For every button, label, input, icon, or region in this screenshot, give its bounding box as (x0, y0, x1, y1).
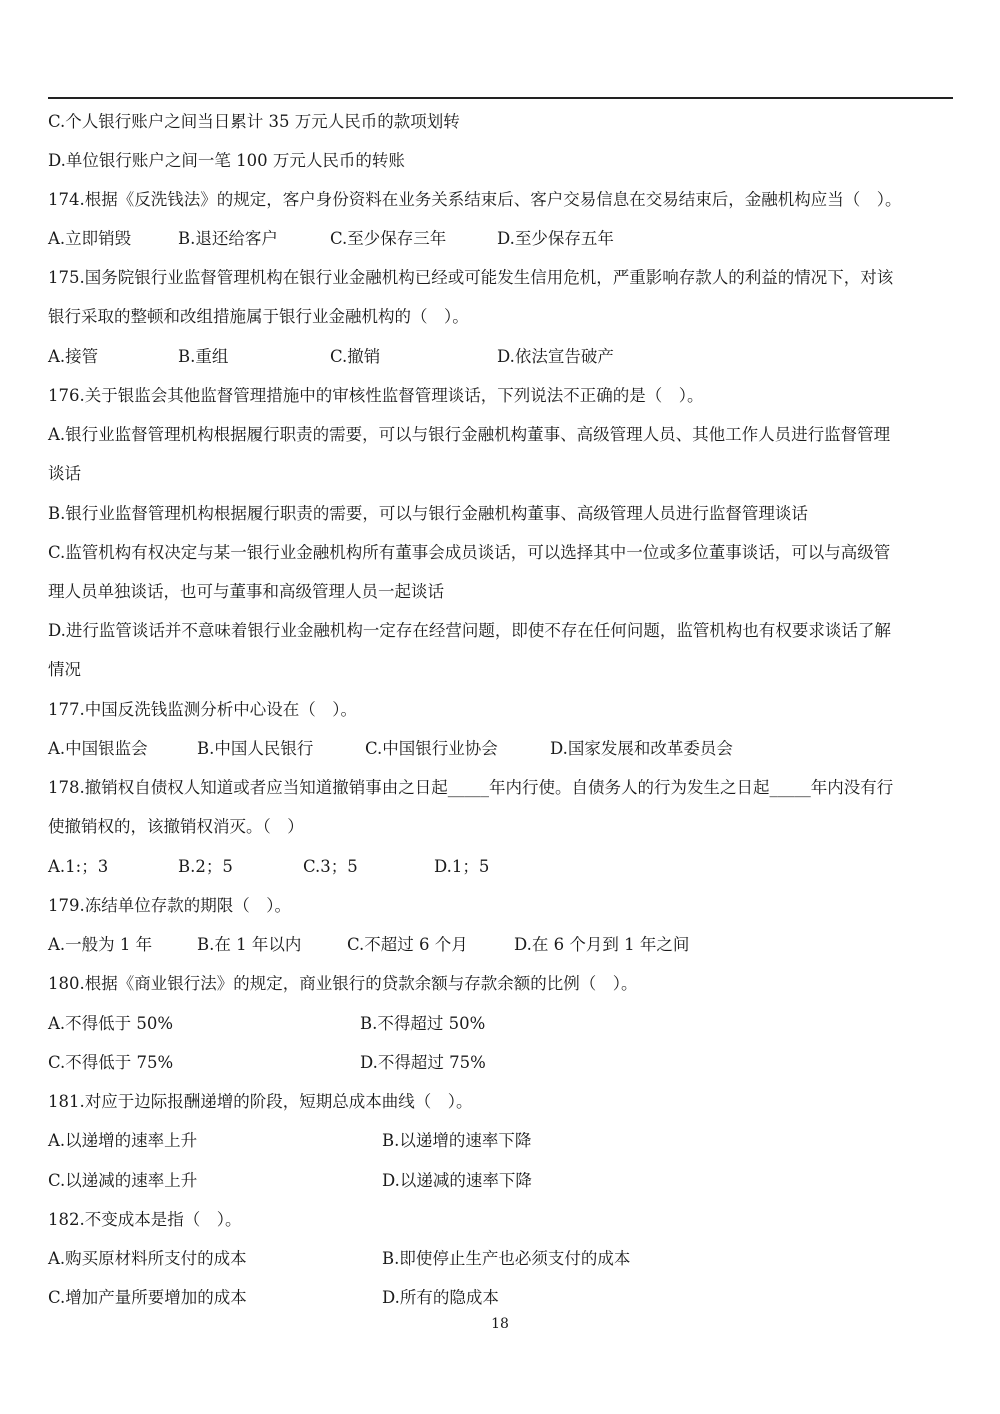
question-180-text: 180.根据《商业银行法》的规定，商业银行的贷款余额与存款余额的比例（ ）。 (48, 974, 638, 993)
question-175-text: 175.国务院银行业监督管理机构在银行业金融机构已经或可能发生信用危机，严重影响存款人的利益的情况下，对该 (48, 268, 894, 287)
question-176-option-a: A.银行业监督管理机构根据履行职责的需要，可以与银行金融机构董事、高级管理人员、其他工作人员进行监督管理 (48, 425, 891, 444)
question-177-text: 177.中国反洗钱监测分析中心设在（ ）。 (48, 700, 357, 719)
question-179-text: 179.冻结单位存款的期限（ ）。 (48, 896, 291, 915)
question-177-option-d: D.国家发展和改革委员会 (550, 739, 733, 758)
question-178-option-c: C.3；5 (303, 857, 358, 876)
header-rule (48, 97, 953, 99)
question-179-option-d: D.在 6 个月到 1 年之间 (514, 935, 690, 954)
question-175-text-cont: 银行采取的整顿和改组措施属于银行业金融机构的（ ）。 (48, 307, 469, 326)
question-177-option-b: B.中国人民银行 (197, 739, 314, 758)
question-179-option-b: B.在 1 年以内 (197, 935, 302, 954)
question-182-option-c: C.增加产量所要增加的成本 (48, 1288, 247, 1307)
question-181-option-d: D.以递减的速率下降 (382, 1171, 532, 1190)
question-174-option-d: D.至少保存五年 (497, 229, 614, 248)
question-174-option-a: A.立即销毁 (48, 229, 132, 248)
question-179-option-c: C.不超过 6 个月 (347, 935, 468, 954)
question-181-text: 181.对应于边际报酬递增的阶段，短期总成本曲线（ ）。 (48, 1092, 473, 1111)
question-175-option-c: C.撤销 (330, 347, 381, 366)
question-177-option-a: A.中国银监会 (48, 739, 148, 758)
question-182-option-d: D.所有的隐成本 (382, 1288, 499, 1307)
question-175-option-b: B.重组 (178, 347, 229, 366)
question-180-option-b: B.不得超过 50% (360, 1014, 486, 1033)
question-177-option-c: C.中国银行业协会 (365, 739, 498, 758)
question-180-option-c: C.不得低于 75% (48, 1053, 174, 1072)
question-178-option-a: A.1:；3 (48, 857, 109, 876)
question-178-text: 178.撤销权自债权人知道或者应当知道撤销事由之日起_____年内行使。自债务人的行为发生之日起_____年内没有行 (48, 778, 894, 797)
question-175-option-d: D.依法宣告破产 (497, 347, 614, 366)
question-180-option-d: D.不得超过 75% (360, 1053, 486, 1072)
carryover-option-c: C.个人银行账户之间当日累计 35 万元人民币的款项划转 (48, 112, 460, 131)
question-176-option-b: B.银行业监督管理机构根据履行职责的需要，可以与银行金融机构董事、高级管理人员进行监督管理谈话 (48, 504, 808, 523)
question-176-option-d: D.进行监管谈话并不意味着银行业金融机构一定存在经营问题，即使不存在任何问题，监管机构也有权要求谈话了解 (48, 621, 891, 640)
question-179-option-a: A.一般为 1 年 (48, 935, 153, 954)
question-182-option-b: B.即使停止生产也必须支付的成本 (382, 1249, 631, 1268)
page-number: 18 (491, 1316, 509, 1332)
question-178-text-cont: 使撤销权的，该撤销权消灭。（ ） (48, 817, 304, 836)
question-182-text: 182.不变成本是指（ ）。 (48, 1210, 242, 1229)
question-176-text: 176.关于银监会其他监督管理措施中的审核性监督管理谈话，下列说法不正确的是（ ）。 (48, 386, 704, 405)
question-180-option-a: A.不得低于 50% (48, 1014, 174, 1033)
question-181-option-c: C.以递减的速率上升 (48, 1171, 198, 1190)
question-174-option-c: C.至少保存三年 (330, 229, 447, 248)
question-174-option-b: B.退还给客户 (178, 229, 278, 248)
question-182-option-a: A.购买原材料所支付的成本 (48, 1249, 247, 1268)
carryover-option-d: D.单位银行账户之间一笔 100 万元人民币的转账 (48, 151, 405, 170)
question-176-option-c-cont: 理人员单独谈话，也可与董事和高级管理人员一起谈话 (48, 582, 444, 601)
question-181-option-b: B.以递增的速率下降 (382, 1131, 532, 1150)
question-174-text: 174.根据《反洗钱法》的规定，客户身份资料在业务关系结束后、客户交易信息在交易结束后，金融机构应当（ ）。 (48, 190, 902, 209)
question-178-option-d: D.1；5 (434, 857, 490, 876)
question-181-option-a: A.以递增的速率上升 (48, 1131, 198, 1150)
question-175-option-a: A.接管 (48, 347, 99, 366)
question-176-option-c: C.监管机构有权决定与某一银行业金融机构所有董事会成员谈话，可以选择其中一位或多位董事谈话，可以与高级管 (48, 543, 891, 562)
question-176-option-d-cont: 情况 (48, 660, 81, 679)
question-178-option-b: B.2；5 (178, 857, 233, 876)
question-176-option-a-cont: 谈话 (48, 464, 81, 483)
